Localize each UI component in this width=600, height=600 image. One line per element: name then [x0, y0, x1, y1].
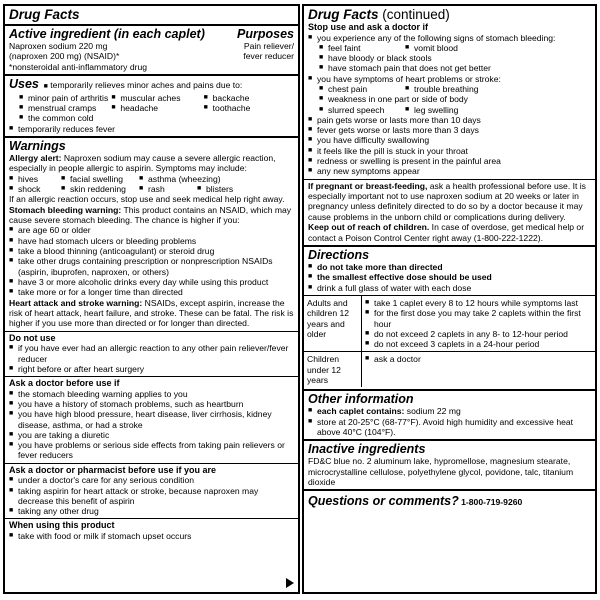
bleed-text: This product contains an NSAID, which may cause severe stomach bleeding. The chance is higher if you: [9, 204, 292, 226]
list-item: ■ have stomach pain that does not get better [308, 63, 591, 73]
list-item: ■ rash [139, 184, 197, 194]
bleed-signs-row [308, 43, 591, 53]
list-item: ■ you have a history of stomach problems, such as heartburn [9, 399, 294, 409]
heart-signs-row-1 [308, 84, 591, 94]
continued-title: Drug Facts [308, 7, 379, 22]
active-line-1: Naproxen sodium 220 mg [9, 41, 108, 51]
list-item: ■ facial swelling [61, 174, 139, 184]
list-item: ■ slurred speech [319, 105, 405, 115]
ask-doctor-heading: Ask a doctor before use if [9, 378, 120, 389]
list-item: ■ you have difficulty swallowing [308, 135, 591, 145]
list-item: ■ feel faint [319, 43, 405, 53]
active-line-2: (naproxen 200 mg) (NSAID)* [9, 51, 120, 62]
continued-suffix: (continued) [378, 7, 450, 22]
heart-text: NSAIDs, except aspirin, increase the risk of heart attack, heart failure, and stroke. These can be fatal. The risk is higher if you use more than directed or for longer than directed. [9, 297, 294, 329]
list-item: ■ it feels like the pill is stuck in your throat [308, 146, 591, 156]
adult-label: Adults and children 12 years and older [304, 296, 362, 351]
dosage-table [304, 295, 595, 387]
list-item: ■ taking any other drug [9, 506, 294, 516]
list-item: ■ drink a full glass of water with each dose [308, 283, 591, 293]
uses-section: Uses ■ temporarily relieves minor aches and pains due to: ■ minor pain of arthritis ■ muscular aches ■ backache ■ menstrual cramps ■ headache ■ toothache ■ the common cold ■ temporarily reduces fever [5, 76, 298, 138]
questions-section [304, 491, 595, 512]
list-item: ■ redness or swelling is present in the painful area [308, 156, 591, 166]
list-item: ■ have 3 or more alcoholic drinks every day while using this product [9, 277, 294, 287]
pregnancy-text: ask a health professional before use. It is especially important not to use naproxen sodium at 20 weeks or later in pregnancy unless definitely directed to do so by a doctor because it may cause problems in the unborn child or complications during delivery. [308, 180, 586, 222]
allergy-symptoms [9, 174, 294, 195]
list-item: ■ are age 60 or older [9, 225, 294, 235]
list-item: ■ minor pain of arthritis [19, 93, 109, 103]
list-item: ■ any new symptoms appear [308, 166, 591, 176]
keep-out-label: Keep out of reach of children. [308, 222, 430, 233]
list-item: ■ you are taking a diuretic [9, 430, 294, 440]
list-item: ■ toothache [204, 103, 294, 113]
continue-arrow-icon [286, 578, 294, 588]
purpose-line-1: Pain reliever/ [243, 41, 294, 51]
list-item: ■ right before or after heart surgery [9, 364, 294, 374]
do-not-use-section [5, 332, 298, 377]
ask-pharmacist-section [5, 464, 298, 520]
list-item: ■ chest pain [319, 84, 405, 94]
directions-section [304, 247, 595, 391]
allergy-after: If an allergic reaction occurs, stop use and seek medical help right away. [9, 194, 285, 205]
list-item: ■ take more or for a longer time than directed [9, 287, 294, 297]
list-item: ■ store at 20-25°C (68-77°F). Avoid high humidity and excessive heat above 40°C (104°F). [308, 417, 591, 438]
list-item: ■ take with food or milk if stomach upset occurs [9, 531, 294, 541]
list-item: ■ fever gets worse or lasts more than 3 days [308, 125, 591, 135]
uses-grid [9, 93, 294, 114]
other-info-section [304, 391, 595, 441]
active-ingredient-section [5, 26, 298, 76]
warnings-section [5, 138, 298, 332]
list-item: ■ headache [111, 103, 201, 113]
list-item: ■ the smallest effective dose should be used [308, 272, 591, 282]
warnings-heading: Warnings [9, 138, 66, 153]
list-item: ■ do not exceed 2 caplets in any 8- to 12-hour period [365, 329, 592, 339]
list-item: ■ do not exceed 3 caplets in a 24-hour period [365, 339, 592, 349]
heart-signs-row-2 [308, 105, 591, 115]
left-panel [3, 4, 300, 594]
list-item: ■ you have high blood pressure, heart disease, liver cirrhosis, kidney disease, asthma, or had a stroke [9, 409, 294, 430]
list-item: ■ blisters [197, 184, 294, 194]
list-item: ■ you experience any of the following signs of stomach bleeding: [308, 33, 591, 43]
list-item: ■ asthma (wheezing) [139, 174, 197, 184]
list-item: ■ you have symptoms of heart problems or stroke: [308, 74, 591, 84]
list-item: ■ trouble breathing [405, 84, 591, 94]
page-title: Drug Facts [9, 7, 80, 22]
list-item: ■ weakness in one part or side of body [308, 94, 591, 104]
bleed-label: Stomach bleeding warning: [9, 204, 122, 215]
list-item: ■ muscular aches [111, 93, 201, 103]
inactive-section [304, 441, 595, 491]
list-item: ■ backache [204, 93, 294, 103]
allergy-text: Naproxen sodium may cause a severe allergic reaction, especially in people allergic to aspirin. Symptoms may include: [9, 152, 276, 174]
questions-heading: Questions or comments? [308, 494, 459, 509]
list-item: ■ under a doctor's care for any serious condition [9, 475, 294, 485]
inactive-text: FD&C blue no. 2 aluminum lake, hypromellose, magnesium stearate, microcrystalline cellulose, polyethylene glycol, povidone, talc, titanium dioxide [308, 456, 574, 488]
uses-intro: temporarily relieves minor aches and pains due to: [50, 80, 243, 91]
right-panel [302, 4, 597, 594]
list-item: ■ have had stomach ulcers or bleeding problems [9, 236, 294, 246]
other-info-heading: Other information [308, 392, 414, 407]
list-item: ■ take other drugs containing prescription or nonprescription NSAIDs (aspirin, ibuprofen, naproxen, or others) [9, 256, 294, 277]
list-item: ■ menstrual cramps [19, 103, 109, 113]
list-item: ■ take 1 caplet every 8 to 12 hours while symptoms last [365, 298, 592, 308]
list-item: ■ ask a doctor [365, 354, 592, 364]
ask-pharmacist-heading: Ask a doctor or pharmacist before use if you are [9, 464, 217, 475]
list-item: ■ temporarily reduces fever [9, 124, 294, 134]
purposes-heading: Purposes [237, 27, 294, 41]
list-item: ■ the common cold [19, 113, 294, 123]
list-item: ■ hives [9, 174, 61, 184]
list-item: ■ if you have ever had an allergic reaction to any other pain reliever/fever reducer [9, 343, 294, 364]
active-footnote: *nonsteroidal anti-inflammatory drug [9, 61, 148, 72]
stop-use-heading: Stop use and ask a doctor if [308, 22, 429, 32]
uses-heading: Uses [9, 77, 39, 92]
pregnancy-label: If pregnant or breast-feeding, [308, 180, 428, 191]
purpose-line-2: fever reducer [243, 51, 294, 62]
title-section [5, 6, 298, 26]
list-item: ■ take a blood thinning (anticoagulant) or steroid drug [9, 246, 294, 256]
list-item: ■ the stomach bleeding warning applies to you [9, 389, 294, 399]
when-using-heading: When using this product [9, 520, 115, 531]
inactive-heading: Inactive ingredients [308, 442, 426, 457]
questions-phone: 1-800-719-9260 [458, 497, 523, 508]
when-using-section [5, 519, 298, 543]
heart-label: Heart attack and stroke warning: [9, 297, 143, 308]
list-item: ■ do not take more than directed [308, 262, 591, 272]
list-item: ■ taking aspirin for heart attack or stroke, because naproxen may decrease this benefit of aspirin [9, 486, 294, 507]
list-item: ■ shock [9, 184, 61, 194]
allergy-label: Allergy alert: [9, 152, 62, 163]
sodium-label: each caplet contains: [317, 406, 405, 417]
list-item: ■ you have problems or serious side effects from taking pain relievers or fever reducers [9, 440, 294, 461]
list-item: ■ leg swelling [405, 105, 591, 115]
do-not-use-heading: Do not use [9, 332, 56, 343]
bleed-list [9, 225, 294, 297]
active-ingredient-heading: Active ingredient (in each caplet) [9, 27, 205, 41]
pregnancy-section [304, 180, 595, 247]
list-item: ■ vomit blood [405, 43, 591, 53]
list-item: ■ pain gets worse or lasts more than 10 days [308, 115, 591, 125]
child-label: Children under 12 years [304, 351, 362, 387]
stop-use-section [304, 6, 595, 180]
list-item: ■ have bloody or black stools [308, 53, 591, 63]
directions-heading: Directions [308, 248, 370, 263]
list-item: ■ skin reddening [61, 184, 139, 194]
keep-out-text: In case of overdose, get medical help or contact a Poison Control Center right away (1-800-222-1222). [308, 222, 585, 243]
ask-doctor-section [5, 377, 298, 464]
list-item: ■ for the first dose you may take 2 caplets within the first hour [365, 308, 592, 329]
sodium-text: sodium 22 mg [404, 406, 461, 417]
